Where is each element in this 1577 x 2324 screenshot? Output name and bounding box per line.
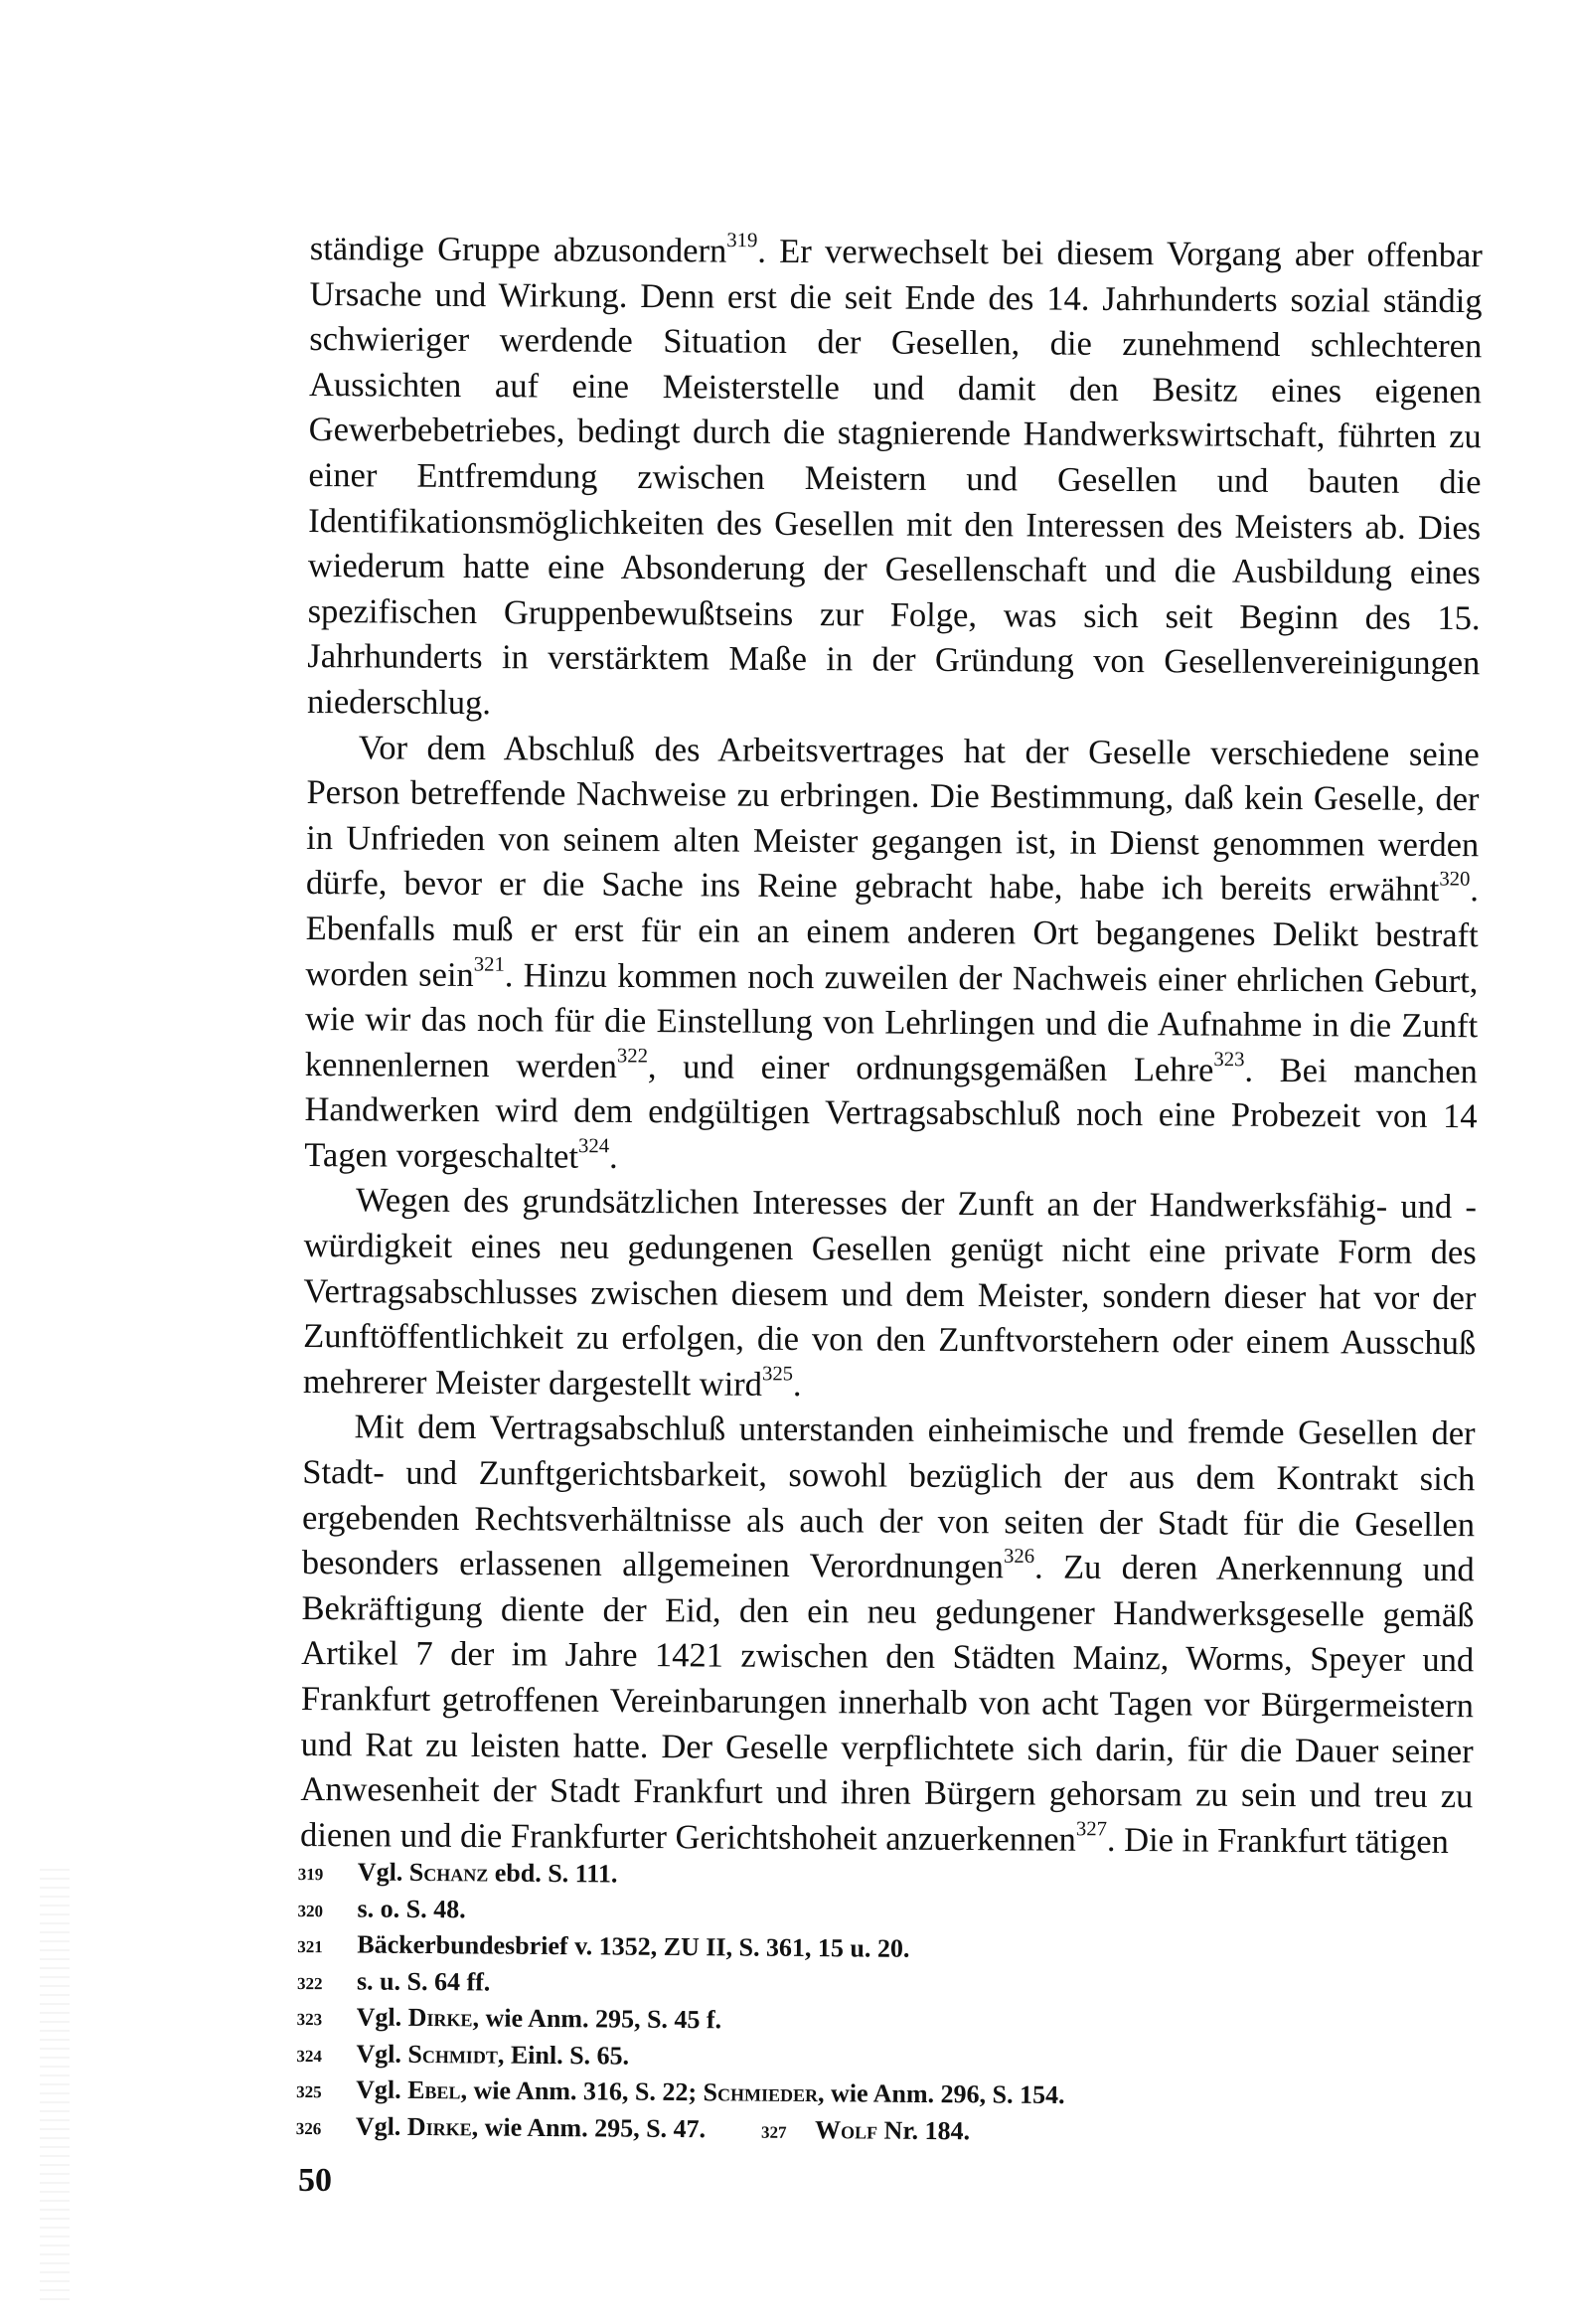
footnote-ref: 327	[1075, 1818, 1108, 1841]
footnote-ref: 326	[1003, 1545, 1035, 1569]
paragraph-1: ständige Gruppe abzusondern$^{319}$. Er verwechselt bei diesem Vorgang aber offenbar Ursache und Wirkung. Denn erst die seit Ende des 14. Jahrhunderts sozial ständig schwieriger werdende Situation der Gesellen, die zunehmend schlechteren Aussichten auf eine Meisterstelle und damit den Besitz eines eigenen Gewerbebetriebes, bedingt durch die stagnierende Handwerkswirtschaft, führten zu einer Entfremdung zwischen Meistern und Gesellen und bauten die Identifikationsmöglichkeiten des Gesellen mit den Interessen des Meisters ab. Dies wiederum hatte eine Absonderung der Gesellenschaft und die Ausbildung eines spezifischen Gruppenbewußtseins zur Folge, was sich seit Beginn des 15. Jahrhunderts in verstärktem Maße in der Gründung von Gesellenvereinigungen niederschlug.	[306, 229, 1483, 723]
footnote-number: 320	[297, 1901, 324, 1920]
paragraph-3: Wegen des grundsätzlichen Interesses der Zunft an der Handwerksfähig- und -würdigkeit eines neu gedungenen Gesellen genügt nicht eine private Form des Vertragsabschlusses zwischen diesem und dem Meister, sondern dieser hat vor der Zunftöffentlichkeit zu erfolgen, die von den Zunftvorstehern oder einem Ausschuß mehrerer Meister dargestellt wird$^{325}$.	[302, 1181, 1478, 1404]
footnote-ref: 321	[473, 953, 505, 976]
footnote: 321 Bäckerbundesbrief v. 1352, ZU II, S. 361, 15 u. 20.	[297, 1929, 910, 1963]
paragraph-4: Mit dem Vertragsabschluß unterstanden einheimische und fremde Gesellen der Stadt- und Zunftgerichtsbarkeit, sowohl bezüglich der aus dem Kontrakt sich ergebenden Rechtsverhältnisse als auch der von seiten der Stadt für die Gesellen besonders erlassenen allgemeinen Verordnungen$^{326}$. Zu deren Anerkennung und Bekräftigung diente der Eid, den ein neu gedungener Handwerksgeselle gemäß Artikel 7 der im Jahre 1421 zwischen den Städten Mainz, Worms, Speyer und Frankfurt getroffenen Vereinbarungen innerhalb von acht Tagen vor Bürgermeistern und Rat zu leisten hatte. Der Geselle verpflichtete sich darin, für die Dauer seiner Anwesenheit der Stadt Frankfurt und ihren Bürgern gehorsam zu sein und treu zu dienen und die Frankfurter Gerichtshoheit anzuerkennen$^{327}$. Die in Frankfurt tätigen	[300, 1408, 1476, 1861]
footnote-ref: 322	[616, 1045, 649, 1068]
footnote: 326 Vgl. Dirke, wie Anm. 295, S. 47. 327 Wolf Nr. 184.	[296, 2108, 1190, 2152]
footnote-ref: 324	[578, 1135, 610, 1158]
footnote-number: 322	[296, 1973, 323, 1993]
footnote-number: 319	[297, 1864, 324, 1885]
body-text	[300, 227, 1483, 1866]
page-number: 50	[298, 2162, 332, 2199]
footnote-number: 321	[297, 1936, 323, 1957]
scan-edge-artifact	[40, 1869, 70, 2306]
footnote-number: 327	[761, 2122, 787, 2142]
footnote-ref: 319	[726, 230, 758, 252]
footnotes	[296, 1855, 1192, 2152]
footnote-ref: 320	[1439, 868, 1471, 891]
footnote: 320 s. o. S. 48.	[297, 1891, 1191, 1934]
footnote: 325 Vgl. Ebel, wie Anm. 316, S. 22; Schmieder, wie Anm. 296, S. 154.	[296, 2075, 1065, 2110]
footnote-number: 326	[295, 2118, 322, 2138]
footnote-number: 324	[296, 2046, 322, 2066]
footnote-ref: 325	[761, 1363, 794, 1386]
footnote-number: 323	[296, 2009, 323, 2030]
footnote: 323 Vgl. Dirke, wie Anm. 295, S. 45 f.	[297, 2000, 1191, 2044]
footnote-number: 325	[296, 2081, 322, 2102]
footnote: 322 s. u. S. 64 ff.	[297, 1963, 1191, 2007]
footnote: 324 Vgl. Schmidt, Einl. S. 65.	[296, 2036, 1190, 2079]
paragraph-2: Vor dem Abschluß des Arbeitsvertrages hat der Geselle verschiedene seine Person betreffende Nachweise zu erbringen. Die Bestimmung, daß kein Geselle, der in Unfrieden von seinem alten Meister gegangen ist, in Dienst genommen werden dürfe, bevor er die Sache ins Reine gebracht habe, habe ich bereits erwähnt$^{320}$. Ebenfalls muß er erst für ein an einem anderen Ort begangenes Delikt bestraft worden sein$^{321}$. Hinzu kommen noch zuweilen der Nachweis einer ehrlichen Geburt, wie wir das noch für die Einstellung von Lehrlingen und die Aufnahme in die Zunft kennenlernen werden$^{322}$, und einer ordnungsgemäßen Lehre$^{323}$. Bei manchen Handwerken wird dem endgültigen Vertragsabschluß noch eine Probezeit von 14 Tagen vorgeschaltet$^{324}$.	[304, 728, 1480, 1176]
footnote-ref: 323	[1213, 1048, 1245, 1071]
footnote: 319 Vgl. Schanz ebd. S. 111.	[298, 1855, 1192, 1899]
